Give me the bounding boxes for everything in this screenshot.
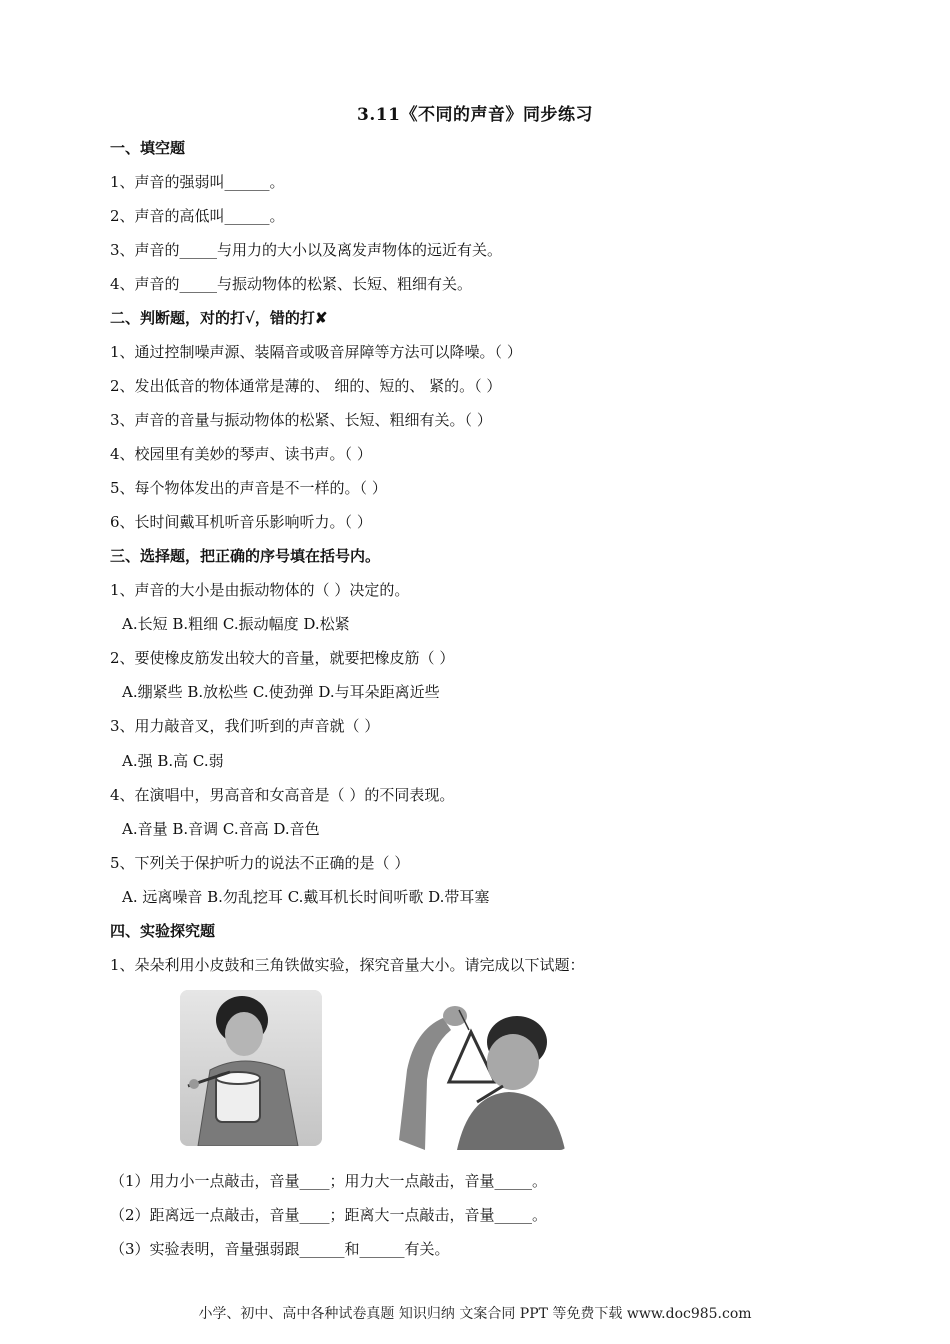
section-true-false-heading: 二、判断题，对的打√，错的打✘: [110, 309, 328, 327]
fill-blank-item: 1、声音的强弱叫______。: [110, 173, 285, 191]
boy-with-triangle-photo: [385, 990, 568, 1150]
section-experiment-heading: 四、实验探究题: [110, 922, 216, 940]
experiment-question: 1、朵朵利用小皮鼓和三角铁做实验，探究音量大小。请完成以下试题：: [110, 956, 585, 974]
experiment-sub-question: （2）距离远一点敲击，音量____；距离大一点敲击，音量_____。: [110, 1206, 548, 1224]
true-false-item: 4、校园里有美妙的琴声、读书声。（ ）: [110, 445, 372, 463]
page-footer: 小学、初中、高中各种试卷真题 知识归纳 文案合同 PPT 等免费下载 www.doc985.com: [198, 1306, 752, 1322]
choice-options: A.强 B.高 C.弱: [122, 752, 224, 770]
choice-options: A.长短 B.粗细 C.振动幅度 D.松紧: [122, 615, 350, 633]
choice-question: 2、要使橡皮筋发出较大的音量，就要把橡皮筋（ ）: [110, 649, 455, 667]
true-false-item: 5、每个物体发出的声音是不一样的。（ ）: [110, 479, 387, 497]
true-false-item: 6、长时间戴耳机听音乐影响听力。（ ）: [110, 513, 372, 531]
section-fill-blank-heading: 一、填空题: [110, 139, 186, 157]
fill-blank-item: 3、声音的_____与用力的大小以及离发声物体的远近有关。: [110, 241, 503, 259]
true-false-item: 2、发出低音的物体通常是薄的、 细的、短的、 紧的。（ ）: [110, 377, 502, 395]
fill-blank-item: 2、声音的高低叫______。: [110, 207, 285, 225]
experiment-sub-question: （3）实验表明，音量强弱跟______和______有关。: [110, 1240, 450, 1258]
choice-question: 5、下列关于保护听力的说法不正确的是（ ）: [110, 854, 410, 872]
choice-question: 4、在演唱中，男高音和女高音是（ ）的不同表现。: [110, 786, 455, 804]
choice-options: A.绷紧些 B.放松些 C.使劲弹 D.与耳朵距离近些: [122, 683, 440, 701]
choice-question: 3、用力敲音叉，我们听到的声音就（ ）: [110, 717, 380, 735]
page-title: 3.11《不同的声音》同步练习: [357, 105, 593, 125]
true-false-item: 3、声音的音量与振动物体的松紧、长短、粗细有关。（ ）: [110, 411, 492, 429]
girl-with-drum-photo: [180, 990, 322, 1146]
section-choice-heading: 三、选择题，把正确的序号填在括号内。: [110, 547, 381, 565]
experiment-sub-question: （1）用力小一点敲击，音量____；用力大一点敲击，音量_____。: [110, 1172, 548, 1190]
true-false-item: 1、通过控制噪声源、装隔音或吸音屏障等方法可以降噪。（ ）: [110, 343, 522, 361]
choice-question: 1、声音的大小是由振动物体的（ ）决定的。: [110, 581, 410, 599]
choice-options: A. 远离噪音 B.勿乱挖耳 C.戴耳机长时间听歌 D.带耳塞: [122, 888, 490, 906]
fill-blank-item: 4、声音的_____与振动物体的松紧、长短、粗细有关。: [110, 275, 473, 293]
choice-options: A.音量 B.音调 C.音高 D.音色: [122, 820, 320, 838]
